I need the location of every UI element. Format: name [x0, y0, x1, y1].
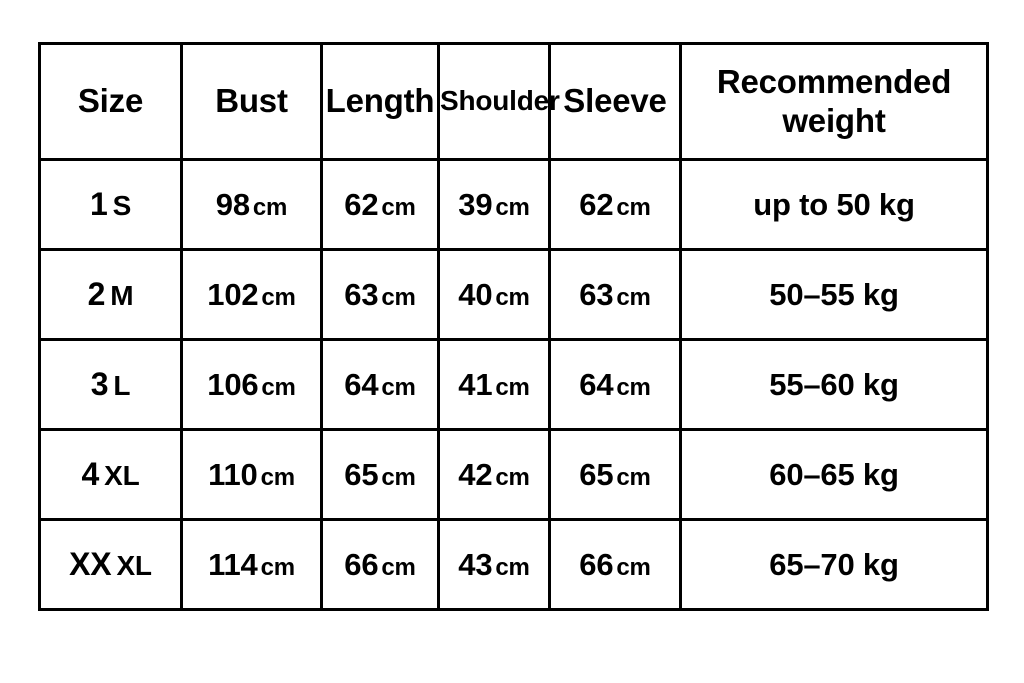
length-value: 66 — [344, 546, 379, 582]
sleeve-value: 62 — [579, 186, 614, 222]
bust-unit: cm — [260, 463, 295, 491]
cell-bust — [182, 340, 322, 430]
sleeve-value: 65 — [579, 456, 614, 492]
table-row — [40, 160, 988, 250]
bust-value: 102 — [207, 276, 259, 312]
cell-bust — [182, 250, 322, 340]
table-header — [40, 44, 988, 160]
column-header-recommended-weight: Recommended weight — [681, 44, 988, 160]
table-body — [40, 160, 988, 610]
length-unit: cm — [381, 193, 416, 221]
bust-unit: cm — [261, 373, 296, 401]
shoulder-value: 39 — [458, 186, 493, 222]
length-value: 63 — [344, 276, 379, 312]
cell-shoulder — [439, 160, 550, 250]
table-row — [40, 520, 988, 610]
sleeve-unit: cm — [616, 553, 651, 581]
sleeve-value: 63 — [579, 276, 614, 312]
cell-recommended-weight: up to 50 kg — [681, 160, 988, 250]
column-header-bust: Bust — [182, 44, 322, 160]
bust-unit: cm — [252, 193, 288, 221]
cell-shoulder — [439, 520, 550, 610]
size-letters: XL — [116, 550, 152, 581]
shoulder-value: 41 — [458, 366, 493, 402]
shoulder-unit: cm — [495, 463, 530, 491]
cell-shoulder — [439, 340, 550, 430]
length-value: 62 — [344, 186, 379, 222]
shoulder-value: 42 — [458, 456, 493, 492]
table-row — [40, 340, 988, 430]
size-chart-container — [38, 42, 986, 611]
sleeve-value: 66 — [579, 546, 614, 582]
column-header-length: Length — [322, 44, 439, 160]
cell-sleeve — [550, 160, 681, 250]
bust-unit: cm — [260, 553, 295, 581]
cell-size — [40, 250, 182, 340]
table-row — [40, 430, 988, 520]
bust-value: 114 — [208, 546, 258, 582]
bust-value: 98 — [215, 186, 250, 222]
cell-bust — [182, 430, 322, 520]
cell-shoulder — [439, 430, 550, 520]
cell-sleeve — [550, 250, 681, 340]
cell-length — [322, 340, 439, 430]
sleeve-unit: cm — [616, 463, 651, 491]
cell-sleeve — [550, 520, 681, 610]
length-unit: cm — [381, 373, 416, 401]
sleeve-unit: cm — [616, 193, 651, 221]
column-header-sleeve: Sleeve — [550, 44, 681, 160]
size-number: 3 — [90, 366, 109, 402]
cell-recommended-weight: 65–70 kg — [681, 520, 988, 610]
size-letters: XL — [104, 460, 140, 491]
cell-size — [40, 520, 182, 610]
sleeve-unit: cm — [616, 373, 651, 401]
sleeve-value: 64 — [579, 366, 614, 402]
shoulder-unit: cm — [495, 373, 530, 401]
shoulder-value: 43 — [458, 546, 493, 582]
shoulder-value: 40 — [458, 276, 493, 312]
cell-size — [40, 430, 182, 520]
cell-length — [322, 430, 439, 520]
column-header-size: Size — [40, 44, 182, 160]
table-row — [40, 250, 988, 340]
size-number: 1 — [89, 186, 108, 222]
cell-bust — [182, 520, 322, 610]
cell-length — [322, 250, 439, 340]
header-row — [40, 44, 988, 160]
size-number: 4 — [81, 456, 100, 492]
size-letters: M — [110, 280, 134, 311]
bust-value: 110 — [208, 456, 258, 492]
bust-unit: cm — [261, 283, 296, 311]
cell-recommended-weight: 60–65 kg — [681, 430, 988, 520]
size-number: XX — [69, 546, 112, 582]
cell-sleeve — [550, 430, 681, 520]
cell-shoulder — [439, 250, 550, 340]
cell-size — [40, 340, 182, 430]
shoulder-unit: cm — [495, 193, 530, 221]
column-header-shoulder: Shoulder — [439, 44, 550, 160]
cell-bust — [182, 160, 322, 250]
length-unit: cm — [381, 463, 416, 491]
cell-length — [322, 520, 439, 610]
shoulder-unit: cm — [495, 553, 530, 581]
length-unit: cm — [381, 553, 416, 581]
size-number: 2 — [87, 276, 106, 312]
size-letters: L — [113, 370, 131, 401]
length-value: 65 — [344, 456, 379, 492]
length-unit: cm — [381, 283, 416, 311]
cell-length — [322, 160, 439, 250]
size-letters: S — [112, 190, 132, 221]
cell-sleeve — [550, 340, 681, 430]
cell-recommended-weight: 50–55 kg — [681, 250, 988, 340]
shoulder-unit: cm — [495, 283, 530, 311]
sleeve-unit: cm — [616, 283, 651, 311]
cell-size — [40, 160, 182, 250]
cell-recommended-weight: 55–60 kg — [681, 340, 988, 430]
bust-value: 106 — [207, 366, 259, 402]
size-chart-table — [38, 42, 989, 611]
length-value: 64 — [344, 366, 379, 402]
